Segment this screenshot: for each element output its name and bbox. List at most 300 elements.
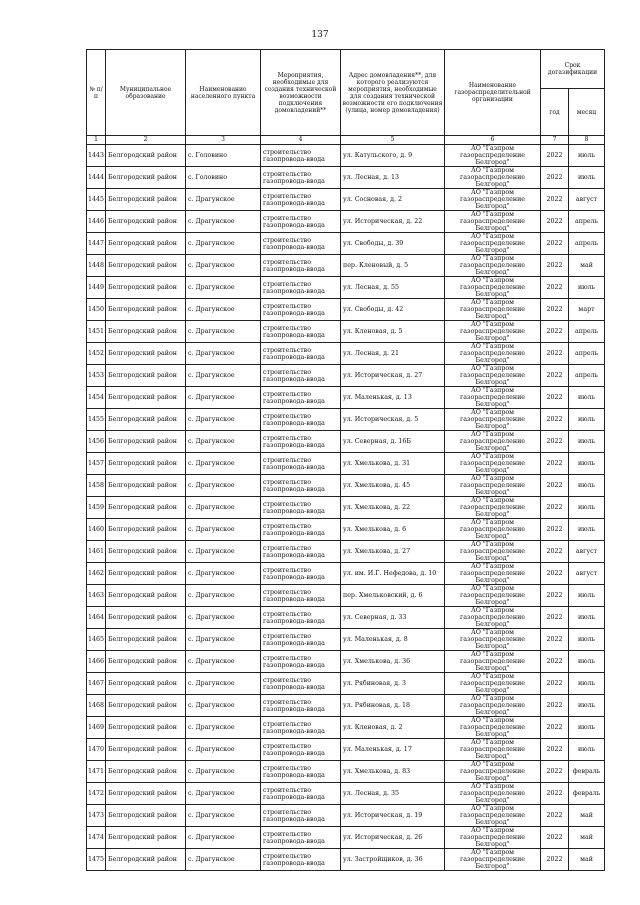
settlement-cell: с. Драгунское: [186, 453, 261, 475]
work-cell: строительство газопровода-ввода: [261, 321, 341, 343]
settlement-cell: с. Драгунское: [186, 761, 261, 783]
address-cell: ул. Кленовая, д. 2: [341, 717, 445, 739]
address-cell: ул. Хмелькова, д. 45: [341, 475, 445, 497]
header-number: № п/п: [87, 50, 106, 136]
month-cell: июль: [569, 453, 605, 475]
month-cell: июль: [569, 431, 605, 453]
address-cell: ул. Сосновая, д. 2: [341, 189, 445, 211]
year-cell: 2022: [541, 629, 569, 651]
organization-cell: АО "Газпром газораспределение Белгород": [445, 409, 541, 431]
settlement-cell: с. Драгунское: [186, 805, 261, 827]
address-cell: ул. Историческая, д. 26: [341, 827, 445, 849]
month-cell: май: [569, 255, 605, 277]
address-cell: ул. Хмелькова, д. 27: [341, 541, 445, 563]
address-cell: ул. Рябиновая, д. 3: [341, 673, 445, 695]
column-number: 4: [261, 136, 341, 145]
address-cell: ул. Хмелькова, д. 22: [341, 497, 445, 519]
table-row: [87, 651, 605, 673]
column-number: 5: [341, 136, 445, 145]
row-number: 1466: [87, 651, 106, 673]
year-cell: 2022: [541, 761, 569, 783]
address-cell: ул. Лесная, д. 55: [341, 277, 445, 299]
month-cell: август: [569, 541, 605, 563]
table-row: [87, 805, 605, 827]
year-cell: 2022: [541, 783, 569, 805]
column-number: 3: [186, 136, 261, 145]
settlement-cell: с. Головино: [186, 145, 261, 167]
month-cell: июль: [569, 475, 605, 497]
work-cell: строительство газопровода-ввода: [261, 585, 341, 607]
month-cell: февраль: [569, 761, 605, 783]
table-row: [87, 695, 605, 717]
table-row: [87, 827, 605, 849]
settlement-cell: с. Драгунское: [186, 343, 261, 365]
table-row: [87, 189, 605, 211]
row-number: 1463: [87, 585, 106, 607]
month-cell: февраль: [569, 783, 605, 805]
address-cell: ул. Историческая, д. 5: [341, 409, 445, 431]
table-row: [87, 255, 605, 277]
work-cell: строительство газопровода-ввода: [261, 827, 341, 849]
month-cell: апрель: [569, 343, 605, 365]
organization-cell: АО "Газпром газораспределение Белгород": [445, 607, 541, 629]
organization-cell: АО "Газпром газораспределение Белгород": [445, 299, 541, 321]
settlement-cell: с. Драгунское: [186, 387, 261, 409]
table-row: [87, 365, 605, 387]
address-cell: ул. Историческая, д. 22: [341, 211, 445, 233]
settlement-cell: с. Драгунское: [186, 629, 261, 651]
column-number: 2: [106, 136, 186, 145]
organization-cell: АО "Газпром газораспределение Белгород": [445, 453, 541, 475]
address-cell: ул. Застройщиков, д. 36: [341, 849, 445, 871]
address-cell: пер. Кленовый, д. 5: [341, 255, 445, 277]
table-row: [87, 453, 605, 475]
organization-cell: АО "Газпром газораспределение Белгород": [445, 717, 541, 739]
month-cell: июль: [569, 277, 605, 299]
year-cell: 2022: [541, 409, 569, 431]
address-cell: ул. Историческая, д. 27: [341, 365, 445, 387]
work-cell: строительство газопровода-ввода: [261, 629, 341, 651]
row-number: 1443: [87, 145, 106, 167]
month-cell: апрель: [569, 321, 605, 343]
work-cell: строительство газопровода-ввода: [261, 211, 341, 233]
organization-cell: АО "Газпром газораспределение Белгород": [445, 827, 541, 849]
municipality-cell: Белгородский район: [106, 695, 186, 717]
address-cell: ул. Рябиновая, д. 18: [341, 695, 445, 717]
row-number: 1452: [87, 343, 106, 365]
header-year: год: [541, 89, 569, 136]
work-cell: строительство газопровода-ввода: [261, 387, 341, 409]
table-row: [87, 673, 605, 695]
table-row: [87, 783, 605, 805]
row-number: 1445: [87, 189, 106, 211]
municipality-cell: Белгородский район: [106, 783, 186, 805]
year-cell: 2022: [541, 541, 569, 563]
month-cell: август: [569, 189, 605, 211]
year-cell: 2022: [541, 827, 569, 849]
settlement-cell: с. Драгунское: [186, 717, 261, 739]
municipality-cell: Белгородский район: [106, 761, 186, 783]
year-cell: 2022: [541, 651, 569, 673]
settlement-cell: с. Драгунское: [186, 849, 261, 871]
year-cell: 2022: [541, 255, 569, 277]
organization-cell: АО "Газпром газораспределение Белгород": [445, 783, 541, 805]
row-number: 1475: [87, 849, 106, 871]
row-number: 1448: [87, 255, 106, 277]
address-cell: ул. Свободы, д. 42: [341, 299, 445, 321]
municipality-cell: Белгородский район: [106, 343, 186, 365]
table-row: [87, 563, 605, 585]
year-cell: 2022: [541, 387, 569, 409]
row-number: 1459: [87, 497, 106, 519]
month-cell: июль: [569, 717, 605, 739]
row-number: 1453: [87, 365, 106, 387]
organization-cell: АО "Газпром газораспределение Белгород": [445, 695, 541, 717]
row-number: 1469: [87, 717, 106, 739]
row-number: 1462: [87, 563, 106, 585]
column-numbers-row: [87, 136, 605, 145]
settlement-cell: с. Драгунское: [186, 255, 261, 277]
address-cell: ул. Свободы, д. 39: [341, 233, 445, 255]
work-cell: строительство газопровода-ввода: [261, 299, 341, 321]
year-cell: 2022: [541, 145, 569, 167]
settlement-cell: с. Драгунское: [186, 827, 261, 849]
month-cell: июль: [569, 145, 605, 167]
table-row: [87, 167, 605, 189]
month-cell: июль: [569, 739, 605, 761]
address-cell: ул. Лесная, д. 35: [341, 783, 445, 805]
row-number: 1461: [87, 541, 106, 563]
organization-cell: АО "Газпром газораспределение Белгород": [445, 189, 541, 211]
row-number: 1464: [87, 607, 106, 629]
table-row: [87, 299, 605, 321]
address-cell: ул. Хмелькова, д. 6: [341, 519, 445, 541]
address-cell: ул. Хмелькова, д. 31: [341, 453, 445, 475]
row-number: 1471: [87, 761, 106, 783]
organization-cell: АО "Газпром газораспределение Белгород": [445, 167, 541, 189]
header-municipality: Муниципальное образование: [106, 50, 186, 136]
table-row: [87, 541, 605, 563]
municipality-cell: Белгородский район: [106, 827, 186, 849]
row-number: 1470: [87, 739, 106, 761]
municipality-cell: Белгородский район: [106, 805, 186, 827]
municipality-cell: Белгородский район: [106, 849, 186, 871]
work-cell: строительство газопровода-ввода: [261, 519, 341, 541]
organization-cell: АО "Газпром газораспределение Белгород": [445, 431, 541, 453]
table-header: [87, 50, 605, 145]
row-number: 1455: [87, 409, 106, 431]
organization-cell: АО "Газпром газораспределение Белгород": [445, 673, 541, 695]
work-cell: строительство газопровода-ввода: [261, 783, 341, 805]
table-row: [87, 497, 605, 519]
address-cell: ул. Историческая, д. 19: [341, 805, 445, 827]
year-cell: 2022: [541, 431, 569, 453]
table-row: [87, 343, 605, 365]
month-cell: июль: [569, 695, 605, 717]
table-row: [87, 475, 605, 497]
table-row: [87, 519, 605, 541]
row-number: 1465: [87, 629, 106, 651]
organization-cell: АО "Газпром газораспределение Белгород": [445, 629, 541, 651]
organization-cell: АО "Газпром газораспределение Белгород": [445, 761, 541, 783]
table-row: [87, 585, 605, 607]
organization-cell: АО "Газпром газораспределение Белгород": [445, 541, 541, 563]
address-cell: ул. им. И.Г. Нефедова, д. 10: [341, 563, 445, 585]
table-row: [87, 717, 605, 739]
work-cell: строительство газопровода-ввода: [261, 475, 341, 497]
year-cell: 2022: [541, 497, 569, 519]
table-row: [87, 145, 605, 167]
municipality-cell: Белгородский район: [106, 497, 186, 519]
settlement-cell: с. Драгунское: [186, 673, 261, 695]
table-row: [87, 321, 605, 343]
organization-cell: АО "Газпром газораспределение Белгород": [445, 563, 541, 585]
settlement-cell: с. Драгунское: [186, 695, 261, 717]
column-number: 6: [445, 136, 541, 145]
work-cell: строительство газопровода-ввода: [261, 805, 341, 827]
year-cell: 2022: [541, 695, 569, 717]
table-row: [87, 607, 605, 629]
work-cell: строительство газопровода-ввода: [261, 365, 341, 387]
organization-cell: АО "Газпром газораспределение Белгород": [445, 145, 541, 167]
work-cell: строительство газопровода-ввода: [261, 277, 341, 299]
row-number: 1468: [87, 695, 106, 717]
settlement-cell: с. Драгунское: [186, 409, 261, 431]
year-cell: 2022: [541, 365, 569, 387]
year-cell: 2022: [541, 805, 569, 827]
month-cell: июль: [569, 629, 605, 651]
settlement-cell: с. Драгунское: [186, 321, 261, 343]
municipality-cell: Белгородский район: [106, 739, 186, 761]
settlement-cell: с. Драгунское: [186, 585, 261, 607]
year-cell: 2022: [541, 321, 569, 343]
organization-cell: АО "Газпром газораспределение Белгород": [445, 365, 541, 387]
year-cell: 2022: [541, 343, 569, 365]
municipality-cell: Белгородский район: [106, 431, 186, 453]
year-cell: 2022: [541, 519, 569, 541]
work-cell: строительство газопровода-ввода: [261, 453, 341, 475]
address-cell: ул. Лесная, д. 13: [341, 167, 445, 189]
month-cell: июль: [569, 519, 605, 541]
row-number: 1454: [87, 387, 106, 409]
table-row: [87, 431, 605, 453]
municipality-cell: Белгородский район: [106, 651, 186, 673]
settlement-cell: с. Драгунское: [186, 299, 261, 321]
address-cell: ул. Хмелькова, д. 83: [341, 761, 445, 783]
month-cell: июль: [569, 651, 605, 673]
year-cell: 2022: [541, 299, 569, 321]
work-cell: строительство газопровода-ввода: [261, 651, 341, 673]
municipality-cell: Белгородский район: [106, 475, 186, 497]
header-work: Мероприятия, необходимые для создания технической возможности подключения домовладений**: [261, 50, 341, 136]
table-row: [87, 739, 605, 761]
row-number: 1449: [87, 277, 106, 299]
organization-cell: АО "Газпром газораспределение Белгород": [445, 585, 541, 607]
header-settlement: Наименование населенного пункта: [186, 50, 261, 136]
municipality-cell: Белгородский район: [106, 607, 186, 629]
year-cell: 2022: [541, 563, 569, 585]
month-cell: май: [569, 805, 605, 827]
address-cell: пер. Хмельковский, д. 6: [341, 585, 445, 607]
municipality-cell: Белгородский район: [106, 189, 186, 211]
municipality-cell: Белгородский район: [106, 233, 186, 255]
row-number: 1457: [87, 453, 106, 475]
column-number: 7: [541, 136, 569, 145]
work-cell: строительство газопровода-ввода: [261, 145, 341, 167]
table-body: [87, 145, 605, 871]
municipality-cell: Белгородский район: [106, 321, 186, 343]
address-cell: ул. Кленовая, д. 5: [341, 321, 445, 343]
municipality-cell: Белгородский район: [106, 717, 186, 739]
header-month: месяц: [569, 89, 605, 136]
work-cell: строительство газопровода-ввода: [261, 255, 341, 277]
address-cell: ул. Маленькая, д. 8: [341, 629, 445, 651]
year-cell: 2022: [541, 167, 569, 189]
row-number: 1444: [87, 167, 106, 189]
row-number: 1472: [87, 783, 106, 805]
work-cell: строительство газопровода-ввода: [261, 497, 341, 519]
municipality-cell: Белгородский район: [106, 365, 186, 387]
settlement-cell: с. Драгунское: [186, 519, 261, 541]
work-cell: строительство газопровода-ввода: [261, 695, 341, 717]
address-cell: ул. Хмелькова, д. 36: [341, 651, 445, 673]
year-cell: 2022: [541, 475, 569, 497]
municipality-cell: Белгородский район: [106, 585, 186, 607]
year-cell: 2022: [541, 607, 569, 629]
year-cell: 2022: [541, 585, 569, 607]
month-cell: апрель: [569, 211, 605, 233]
organization-cell: АО "Газпром газораспределение Белгород": [445, 475, 541, 497]
work-cell: строительство газопровода-ввода: [261, 607, 341, 629]
work-cell: строительство газопровода-ввода: [261, 563, 341, 585]
municipality-cell: Белгородский район: [106, 541, 186, 563]
organization-cell: АО "Газпром газораспределение Белгород": [445, 233, 541, 255]
settlement-cell: с. Драгунское: [186, 211, 261, 233]
settlement-cell: с. Драгунское: [186, 497, 261, 519]
address-cell: ул. Катульского, д. 9: [341, 145, 445, 167]
row-number: 1456: [87, 431, 106, 453]
address-cell: ул. Маленькая, д. 13: [341, 387, 445, 409]
header-address: Адрес домовладения**, для которого реализуются мероприятия, необходимые для создания технической возможности его подключения (улица, номер домовладения): [341, 50, 445, 136]
row-number: 1460: [87, 519, 106, 541]
settlement-cell: с. Драгунское: [186, 431, 261, 453]
row-number: 1474: [87, 827, 106, 849]
table-row: [87, 211, 605, 233]
address-cell: ул. Лесная, д. 21: [341, 343, 445, 365]
work-cell: строительство газопровода-ввода: [261, 739, 341, 761]
table-row: [87, 761, 605, 783]
organization-cell: АО "Газпром газораспределение Белгород": [445, 321, 541, 343]
work-cell: строительство газопровода-ввода: [261, 189, 341, 211]
municipality-cell: Белгородский район: [106, 299, 186, 321]
settlement-cell: с. Драгунское: [186, 189, 261, 211]
table-row: [87, 233, 605, 255]
month-cell: апрель: [569, 365, 605, 387]
row-number: 1467: [87, 673, 106, 695]
settlement-cell: с. Драгунское: [186, 739, 261, 761]
row-number: 1446: [87, 211, 106, 233]
municipality-cell: Белгородский район: [106, 519, 186, 541]
year-cell: 2022: [541, 673, 569, 695]
year-cell: 2022: [541, 849, 569, 871]
row-number: 1473: [87, 805, 106, 827]
organization-cell: АО "Газпром газораспределение Белгород": [445, 651, 541, 673]
work-cell: строительство газопровода-ввода: [261, 673, 341, 695]
row-number: 1450: [87, 299, 106, 321]
organization-cell: АО "Газпром газораспределение Белгород": [445, 343, 541, 365]
organization-cell: АО "Газпром газораспределение Белгород": [445, 849, 541, 871]
settlement-cell: с. Головино: [186, 167, 261, 189]
address-cell: ул. Северная, д. 16Б: [341, 431, 445, 453]
work-cell: строительство газопровода-ввода: [261, 431, 341, 453]
year-cell: 2022: [541, 277, 569, 299]
table-row: [87, 387, 605, 409]
settlement-cell: с. Драгунское: [186, 541, 261, 563]
municipality-cell: Белгородский район: [106, 167, 186, 189]
address-cell: ул. Маленькая, д. 17: [341, 739, 445, 761]
work-cell: строительство газопровода-ввода: [261, 343, 341, 365]
settlement-cell: с. Драгунское: [186, 607, 261, 629]
municipality-cell: Белгородский район: [106, 453, 186, 475]
municipality-cell: Белгородский район: [106, 409, 186, 431]
month-cell: апрель: [569, 233, 605, 255]
year-cell: 2022: [541, 717, 569, 739]
organization-cell: АО "Газпром газораспределение Белгород": [445, 739, 541, 761]
month-cell: июль: [569, 497, 605, 519]
settlement-cell: с. Драгунское: [186, 277, 261, 299]
header-organization: Наименование газораспределительной организации: [445, 50, 541, 136]
organization-cell: АО "Газпром газораспределение Белгород": [445, 211, 541, 233]
month-cell: июль: [569, 387, 605, 409]
month-cell: май: [569, 827, 605, 849]
work-cell: строительство газопровода-ввода: [261, 233, 341, 255]
settlement-cell: с. Драгунское: [186, 563, 261, 585]
row-number: 1447: [87, 233, 106, 255]
municipality-cell: Белгородский район: [106, 277, 186, 299]
settlement-cell: с. Драгунское: [186, 475, 261, 497]
work-cell: строительство газопровода-ввода: [261, 167, 341, 189]
organization-cell: АО "Газпром газораспределение Белгород": [445, 277, 541, 299]
municipality-cell: Белгородский район: [106, 211, 186, 233]
address-cell: ул. Северная, д. 33: [341, 607, 445, 629]
year-cell: 2022: [541, 739, 569, 761]
year-cell: 2022: [541, 453, 569, 475]
work-cell: строительство газопровода-ввода: [261, 409, 341, 431]
header-term: Срок догазификации: [541, 50, 605, 89]
table-row: [87, 277, 605, 299]
month-cell: июль: [569, 607, 605, 629]
month-cell: июль: [569, 409, 605, 431]
settlement-cell: с. Драгунское: [186, 783, 261, 805]
municipality-cell: Белгородский район: [106, 563, 186, 585]
work-cell: строительство газопровода-ввода: [261, 717, 341, 739]
column-number: 8: [569, 136, 605, 145]
year-cell: 2022: [541, 189, 569, 211]
municipality-cell: Белгородский район: [106, 673, 186, 695]
month-cell: май: [569, 849, 605, 871]
month-cell: март: [569, 299, 605, 321]
settlement-cell: с. Драгунское: [186, 365, 261, 387]
organization-cell: АО "Газпром газораспределение Белгород": [445, 805, 541, 827]
municipality-cell: Белгородский район: [106, 145, 186, 167]
organization-cell: АО "Газпром газораспределение Белгород": [445, 519, 541, 541]
work-cell: строительство газопровода-ввода: [261, 541, 341, 563]
organization-cell: АО "Газпром газораспределение Белгород": [445, 387, 541, 409]
year-cell: 2022: [541, 211, 569, 233]
month-cell: июль: [569, 585, 605, 607]
month-cell: август: [569, 563, 605, 585]
row-number: 1458: [87, 475, 106, 497]
